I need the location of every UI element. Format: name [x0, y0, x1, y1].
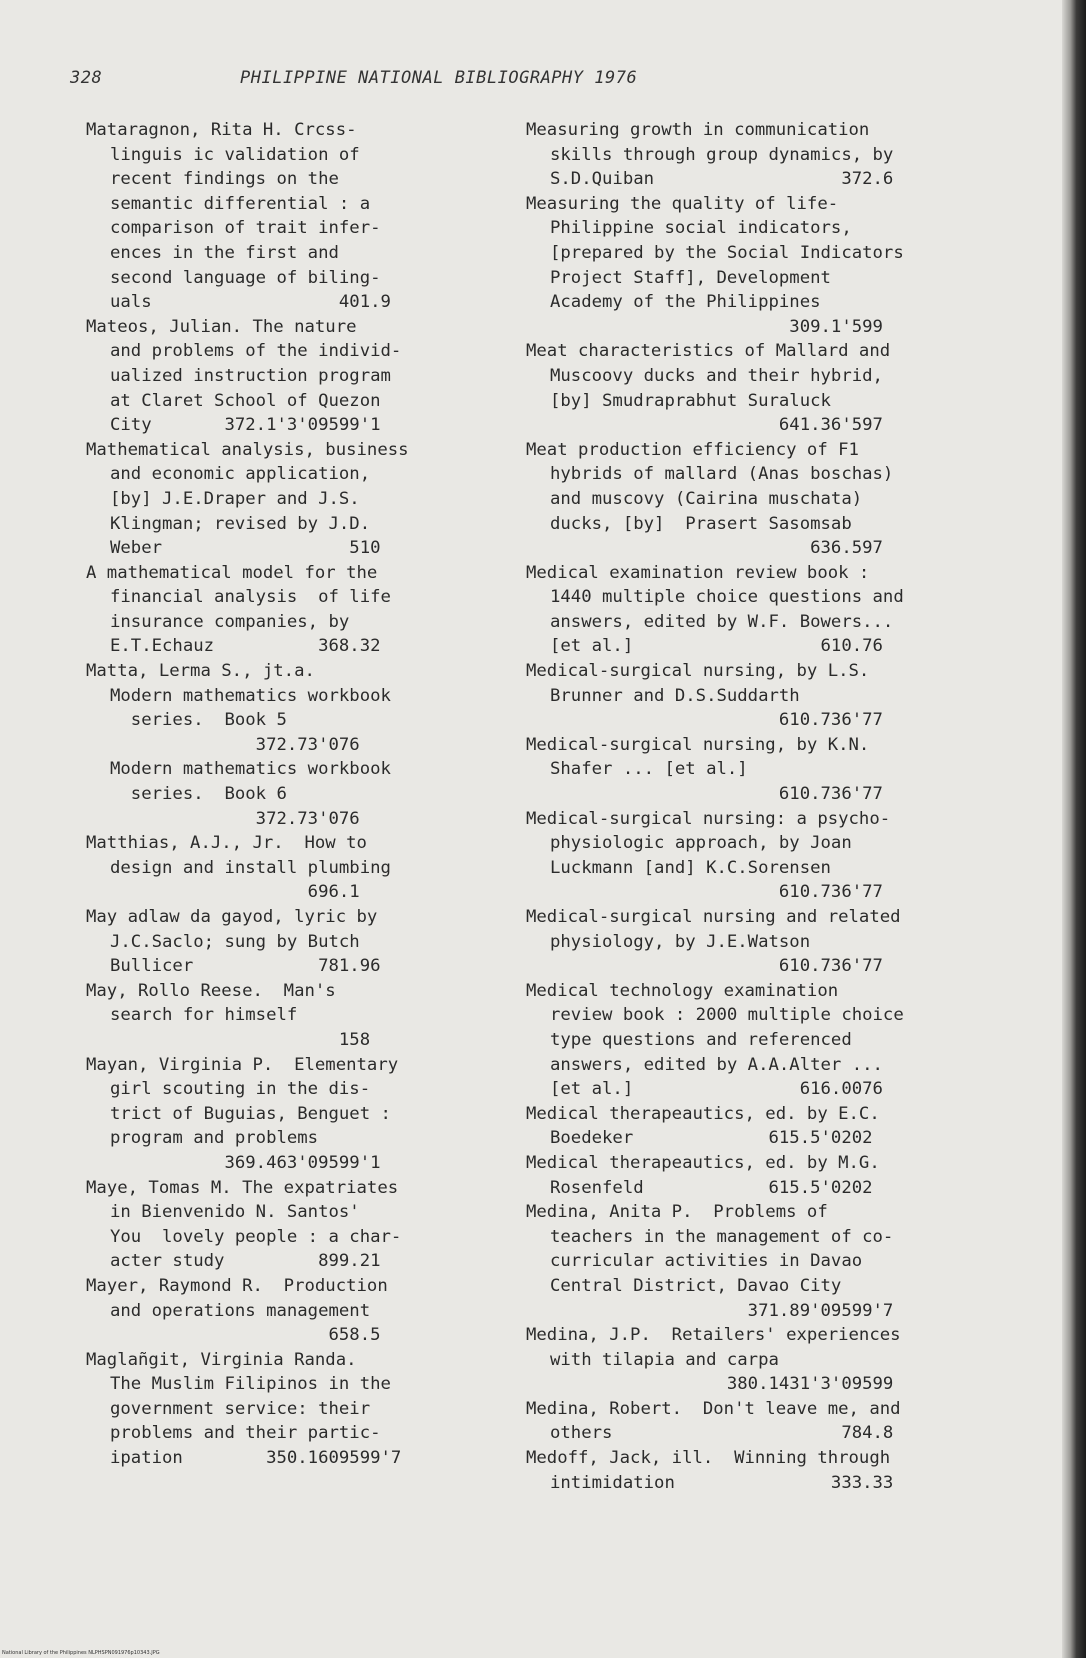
- bibliography-entry: [526, 339, 968, 437]
- entry-heading-line: Matta, Lerma S., jt.a.: [86, 661, 315, 682]
- page-binding-edge: [1062, 0, 1086, 1658]
- bibliography-entry: [86, 1348, 456, 1471]
- entry-continuation-line: 636.597: [550, 538, 883, 559]
- page-title: PHILIPPINE NATIONAL BIBLIOGRAPHY 1976: [240, 68, 638, 88]
- entry-heading-line: Maglañgit, Virginia Randa.: [86, 1349, 357, 1370]
- bibliography-entry: [86, 438, 456, 561]
- entry-heading-line: Medina, Robert. Don't leave me, and: [526, 1398, 901, 1419]
- entry-heading-line: Measuring the quality of life-: [526, 193, 839, 214]
- bibliography-entry: [526, 733, 968, 807]
- entry-continuation-line: search for himself: [110, 1005, 298, 1026]
- bibliography-entry: [86, 561, 456, 659]
- entry-continuation-line: E.T.Echauz 368.32: [110, 636, 381, 657]
- entry-continuation-line: 1440 multiple choice questions and: [550, 587, 904, 608]
- entry-continuation-line: acter study 899.21: [110, 1251, 381, 1272]
- entry-continuation-line: [et al.] 616.0076: [550, 1079, 883, 1100]
- entry-heading-line: May adlaw da gayod, lyric by: [86, 907, 378, 927]
- entry-continuation-line: 696.1: [110, 882, 360, 903]
- entry-continuation-line: Philippine social indicators,: [550, 218, 852, 239]
- entry-continuation-line: review book : 2000 multiple choice: [550, 1005, 904, 1026]
- entry-heading-line: Medical-surgical nursing, by K.N.: [526, 734, 870, 755]
- entry-continuation-line: program and problems: [110, 1128, 319, 1149]
- entry-continuation-line: 658.5: [110, 1325, 381, 1346]
- entry-continuation-line: series. Book 5: [110, 710, 287, 731]
- scan-footer: National Library of the Philippines NLPHSPN091976p10343.JPG: [2, 1650, 160, 1656]
- bibliography-entry: [526, 1446, 968, 1495]
- entry-continuation-line: physiology, by J.E.Watson: [550, 931, 811, 952]
- entry-continuation-line: teachers in the management of co-: [550, 1226, 894, 1247]
- bibliography-entry: [526, 561, 968, 659]
- entry-continuation-line: physiologic approach, by Joan: [550, 833, 852, 854]
- entry-heading-line: Mataragnon, Rita H. Crcss-: [86, 120, 357, 140]
- entry-continuation-line: 380.1431'3'09599: [550, 1374, 894, 1395]
- entry-heading-line: Medical-surgical nursing, by L.S.: [526, 661, 870, 682]
- entry-continuation-line: Project Staff], Development: [550, 267, 831, 288]
- entry-continuation-line: problems and their partic-: [110, 1423, 381, 1444]
- entry-heading-line: Medical examination review book :: [526, 562, 870, 583]
- entry-continuation-line: City 372.1'3'09599'1: [110, 415, 381, 436]
- bibliography-entry: [86, 1176, 456, 1274]
- entry-heading-line: Medical technology examination: [526, 980, 839, 1001]
- entry-continuation-line: S.D.Quiban 372.6: [550, 169, 894, 190]
- bibliography-entry: [86, 905, 456, 979]
- entry-continuation-line: recent findings on the: [110, 169, 339, 190]
- entry-continuation-line: and muscovy (Cairina muschata): [550, 488, 863, 509]
- bibliography-entry: [526, 1102, 968, 1151]
- entry-continuation-line: intimidation 333.33: [550, 1472, 894, 1493]
- bibliography-entry: [526, 438, 968, 561]
- entry-heading-line: A mathematical model for the: [86, 562, 378, 583]
- entry-continuation-line: linguis ic validation of: [110, 144, 360, 165]
- bibliography-entry: [86, 1053, 456, 1176]
- entry-continuation-line: insurance companies, by: [110, 611, 350, 632]
- entry-continuation-line: Luckmann [and] K.C.Sorensen: [550, 857, 831, 878]
- entry-continuation-line: Central District, Davao City: [550, 1275, 842, 1296]
- entry-continuation-line: in Bienvenido N. Santos': [110, 1202, 360, 1223]
- bibliography-entry: [86, 831, 456, 905]
- entry-continuation-line: [by] J.E.Draper and J.S.: [110, 488, 360, 509]
- entry-continuation-line: curricular activities in Davao: [550, 1251, 863, 1272]
- entry-continuation-line: girl scouting in the dis-: [110, 1079, 371, 1100]
- entry-continuation-line: uals 401.9: [110, 292, 391, 313]
- entry-continuation-line: and economic application,: [110, 464, 371, 485]
- entry-continuation-line: skills through group dynamics, by: [550, 144, 894, 165]
- entry-continuation-line: J.C.Saclo; sung by Butch: [110, 931, 360, 952]
- entry-heading-line: Medoff, Jack, ill. Winning through: [526, 1448, 891, 1469]
- entry-continuation-line: The Muslim Filipinos in the: [110, 1374, 391, 1395]
- entry-continuation-line: 372.73'076: [110, 808, 360, 829]
- entry-continuation-line: others 784.8: [550, 1423, 894, 1444]
- entry-continuation-line: Modern mathematics workbook: [110, 685, 391, 706]
- bibliography-entry: [526, 1397, 968, 1446]
- entry-continuation-line: [by] Smudraprabhut Suraluck: [550, 390, 831, 411]
- entry-continuation-line: Modern mathematics workbook: [110, 759, 391, 780]
- entry-continuation-line: design and install plumbing: [110, 857, 391, 878]
- entry-heading-line: Meat production efficiency of F1: [526, 439, 859, 460]
- entry-continuation-line: comparison of trait infer-: [110, 218, 381, 239]
- entry-heading-line: Mayan, Virginia P. Elementary: [86, 1054, 399, 1075]
- bibliography-entry: [86, 1274, 456, 1348]
- entry-heading-line: Medina, Anita P. Problems of: [526, 1202, 828, 1223]
- entry-continuation-line: series. Book 6: [110, 784, 287, 805]
- entry-continuation-line: Klingman; revised by J.D.: [110, 513, 371, 534]
- entry-heading-line: Medina, J.P. Retailers' experiences: [526, 1325, 901, 1346]
- entry-continuation-line: Academy of the Philippines: [550, 292, 821, 313]
- entry-heading-line: Mathematical analysis, business: [86, 439, 409, 460]
- entry-heading-line: Mateos, Julian. The nature: [86, 316, 357, 337]
- bibliography-entry: [526, 1323, 968, 1397]
- bibliography-entry: [526, 1200, 968, 1323]
- entry-continuation-line: ences in the first and: [110, 242, 339, 263]
- entry-continuation-line: answers, edited by W.F. Bowers...: [550, 611, 894, 632]
- entry-continuation-line: Muscoovy ducks and their hybrid,: [550, 365, 883, 386]
- bibliography-entry: [86, 118, 456, 315]
- bibliography-entry: [86, 315, 456, 438]
- entry-continuation-line: [prepared by the Social Indicators: [550, 242, 904, 263]
- entry-continuation-line: trict of Buguias, Benguet :: [110, 1103, 391, 1124]
- entry-continuation-line: 610.736'77: [550, 784, 883, 805]
- bibliography-entry: [526, 1151, 968, 1200]
- entry-continuation-line: [et al.] 610.76: [550, 636, 883, 657]
- bibliography-entry: [526, 979, 968, 1102]
- entry-continuation-line: ualized instruction program: [110, 365, 391, 386]
- page-number: 328: [70, 68, 103, 88]
- entry-continuation-line: ducks, [by] Prasert Sasomsab: [550, 513, 852, 534]
- entry-continuation-line: second language of biling-: [110, 267, 381, 288]
- entry-heading-line: Maye, Tomas M. The expatriates: [86, 1177, 399, 1198]
- left-column: [86, 118, 456, 1471]
- bibliography-entry: [526, 192, 968, 340]
- entry-continuation-line: at Claret School of Quezon: [110, 390, 381, 411]
- bibliography-entry: [526, 905, 968, 979]
- entry-heading-line: Medical-surgical nursing and related: [526, 907, 901, 927]
- entry-continuation-line: financial analysis of life: [110, 587, 391, 608]
- entry-heading-line: Matthias, A.J., Jr. How to: [86, 833, 367, 854]
- entry-continuation-line: ipation 350.1609599'7: [110, 1448, 402, 1469]
- entry-continuation-line: answers, edited by A.A.Alter ...: [550, 1054, 883, 1075]
- bibliography-entry: [526, 118, 968, 192]
- entry-heading-line: Medical therapeautics, ed. by E.C.: [526, 1103, 880, 1124]
- entry-continuation-line: 371.89'09599'7: [550, 1300, 894, 1321]
- right-column: [526, 118, 968, 1495]
- entry-heading-line: Measuring growth in communication: [526, 120, 870, 140]
- entry-continuation-line: and operations management: [110, 1300, 371, 1321]
- entry-continuation-line: 610.736'77: [550, 956, 883, 977]
- entry-continuation-line: 372.73'076: [110, 734, 360, 755]
- entry-continuation-line: Boedeker 615.5'0202: [550, 1128, 873, 1149]
- entry-continuation-line: with tilapia and carpa: [550, 1349, 779, 1370]
- entry-continuation-line: 309.1'599: [550, 316, 883, 337]
- entry-continuation-line: Bullicer 781.96: [110, 956, 381, 977]
- entry-continuation-line: 158: [110, 1029, 371, 1050]
- entry-continuation-line: semantic differential : a: [110, 193, 371, 214]
- entry-continuation-line: and problems of the individ-: [110, 341, 402, 362]
- bibliography-entry: [86, 979, 456, 1053]
- entry-heading-line: Meat characteristics of Mallard and: [526, 341, 891, 362]
- bibliography-entry: [526, 659, 968, 733]
- entry-continuation-line: 641.36'597: [550, 415, 883, 436]
- entry-continuation-line: 610.736'77: [550, 710, 883, 731]
- entry-continuation-line: Weber 510: [110, 538, 381, 559]
- entry-continuation-line: You lovely people : a char-: [110, 1226, 402, 1247]
- entry-continuation-line: Rosenfeld 615.5'0202: [550, 1177, 873, 1198]
- entry-continuation-line: hybrids of mallard (Anas boschas): [550, 464, 894, 485]
- entry-continuation-line: 369.463'09599'1: [110, 1152, 381, 1173]
- entry-heading-line: Medical-surgical nursing: a psycho-: [526, 808, 891, 829]
- entry-continuation-line: 610.736'77: [550, 882, 883, 903]
- entry-continuation-line: government service: their: [110, 1398, 371, 1419]
- entry-heading-line: Medical therapeautics, ed. by M.G.: [526, 1152, 880, 1173]
- entry-continuation-line: type questions and referenced: [550, 1029, 852, 1050]
- entry-heading-line: May, Rollo Reese. Man's: [86, 980, 336, 1001]
- entry-continuation-line: Brunner and D.S.Suddarth: [550, 685, 800, 706]
- bibliography-entry: [86, 659, 456, 831]
- entry-continuation-line: Shafer ... [et al.]: [550, 759, 748, 780]
- bibliography-entry: [526, 807, 968, 905]
- entry-heading-line: Mayer, Raymond R. Production: [86, 1275, 388, 1296]
